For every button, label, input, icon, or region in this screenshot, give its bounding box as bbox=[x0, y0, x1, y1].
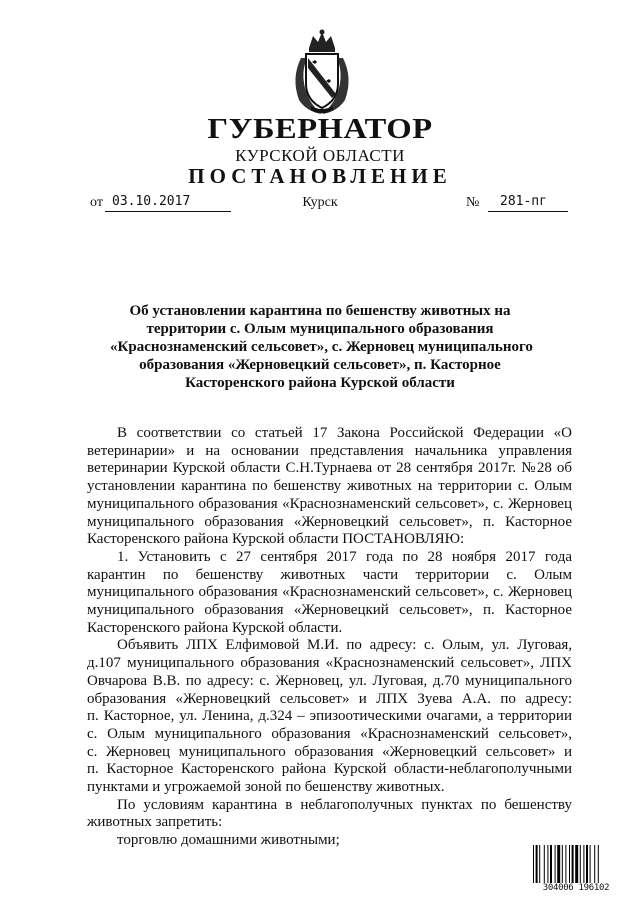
subject-line: Касторенского района Курской области bbox=[185, 375, 455, 391]
document-type-title: ПОСТАНОВЛЕНИЕ bbox=[188, 164, 452, 188]
barcode-bar bbox=[569, 845, 570, 883]
body-line: В соответствии со статьей 17 Закона Российской Федерации «О bbox=[117, 425, 572, 441]
body-line: Овчарова В.В. по адресу: с. Жерновец, ул. Луговая, д.70 муниципального bbox=[87, 672, 572, 689]
coat-of-arms-icon bbox=[289, 28, 355, 116]
region-title: КУРСКОЙ ОБЛАСТИ bbox=[235, 146, 405, 165]
barcode-icon bbox=[532, 845, 620, 883]
date-prefix-label: от bbox=[90, 195, 103, 210]
barcode-bar bbox=[547, 845, 548, 883]
number-prefix-label: № bbox=[466, 195, 480, 210]
document-city: Курск bbox=[302, 195, 338, 210]
document-date: 03.10.2017 bbox=[112, 194, 191, 209]
document-subject bbox=[110, 302, 533, 392]
body-line: п. Касторное, ул. Ленина, д.324 – эпизоотическими очагами, а территории bbox=[87, 708, 572, 725]
barcode-bar bbox=[586, 845, 588, 883]
subject-line: Об установлении карантина по бешенству животных на bbox=[129, 303, 511, 319]
barcode-bar bbox=[572, 845, 574, 883]
body-line: карантин по бешенству животных части территории с. Олым bbox=[87, 566, 572, 583]
barcode-bar bbox=[550, 845, 552, 883]
body-line: с. Жерновец муниципального образования «Жерновецкий сельсовет» и bbox=[87, 743, 572, 760]
body-line: д.107 муниципального образования «Краснознаменский сельсовет», ЛПХ bbox=[87, 655, 572, 672]
subject-line: образования «Жерновецкий сельсовет», п. Касторное bbox=[139, 357, 501, 373]
body-line: Объявить ЛПХ Елфимовой М.И. по адресу: с. Олым, ул. Луговая, bbox=[117, 637, 572, 654]
barcode-bar bbox=[565, 845, 566, 883]
body-line: п. Касторное Касторенского района Курской области-неблагополучными bbox=[87, 761, 572, 778]
body-line: ветеринарии» и на основании представления начальника управления bbox=[87, 442, 572, 459]
barcode bbox=[532, 845, 620, 897]
body-line: образования «Жерновецкий сельсовет» и ЛПХ Зуева А.А. по адресу: bbox=[87, 690, 572, 707]
body-line: торговлю домашними животными; bbox=[117, 832, 340, 849]
barcode-bar bbox=[544, 845, 545, 883]
barcode-bar bbox=[594, 845, 595, 883]
governor-title: ГУБЕРНАТОР bbox=[207, 113, 433, 145]
document-number: 281-пг bbox=[500, 194, 547, 209]
barcode-bar bbox=[575, 845, 578, 883]
document-body bbox=[87, 425, 572, 850]
body-line: Касторенского района Курской области ПОСТАНОВЛЯЮ: bbox=[87, 531, 465, 548]
barcode-bar bbox=[562, 845, 563, 883]
barcode-bar bbox=[555, 845, 556, 883]
body-line: муниципального образования «Жерновецкий сельсовет», п. Касторное bbox=[87, 602, 572, 619]
body-line: муниципального образования «Краснознаменский сельсовет», с. Жерновец bbox=[87, 495, 572, 512]
body-line: пунктами и угрожаемой зоной по бешенству животных. bbox=[87, 779, 445, 796]
subject-line: территории с. Олым муниципального образования bbox=[146, 321, 494, 337]
body-line: муниципального образования «Жерновецкий сельсовет», п. Касторное bbox=[87, 513, 572, 530]
barcode-bar bbox=[557, 845, 560, 883]
barcode-number: 304006 196102 bbox=[542, 883, 610, 893]
body-line: с. Олым муниципального образования «Краснознаменский сельсовет», bbox=[87, 725, 572, 742]
body-line: животных запретить: bbox=[87, 814, 223, 831]
barcode-bar bbox=[536, 845, 538, 883]
subject-line: «Краснознаменский сельсовет», с. Жерновец муниципального bbox=[110, 339, 533, 355]
barcode-bar bbox=[539, 845, 540, 883]
body-line: Касторенского района Курской области. bbox=[87, 619, 343, 636]
body-line: 1. Установить с 27 сентября 2017 года по 28 ноября 2017 года bbox=[117, 548, 572, 565]
barcode-bar bbox=[598, 845, 599, 883]
body-line: ветеринарии Курской области С.Н.Турнаева от 28 сентября 2017г. №28 об bbox=[87, 460, 572, 477]
body-line: установлении карантина по бешенству животных на территории с. Олым bbox=[87, 478, 572, 495]
barcode-bar bbox=[580, 845, 581, 883]
barcode-bar bbox=[590, 845, 591, 883]
body-line: муниципального образования «Краснознаменский сельсовет», с. Жерновец bbox=[87, 584, 572, 601]
body-line: По условиям карантина в неблагополучных пунктах по бешенству bbox=[117, 796, 572, 813]
barcode-bar bbox=[583, 845, 584, 883]
barcode-bar bbox=[533, 845, 534, 883]
